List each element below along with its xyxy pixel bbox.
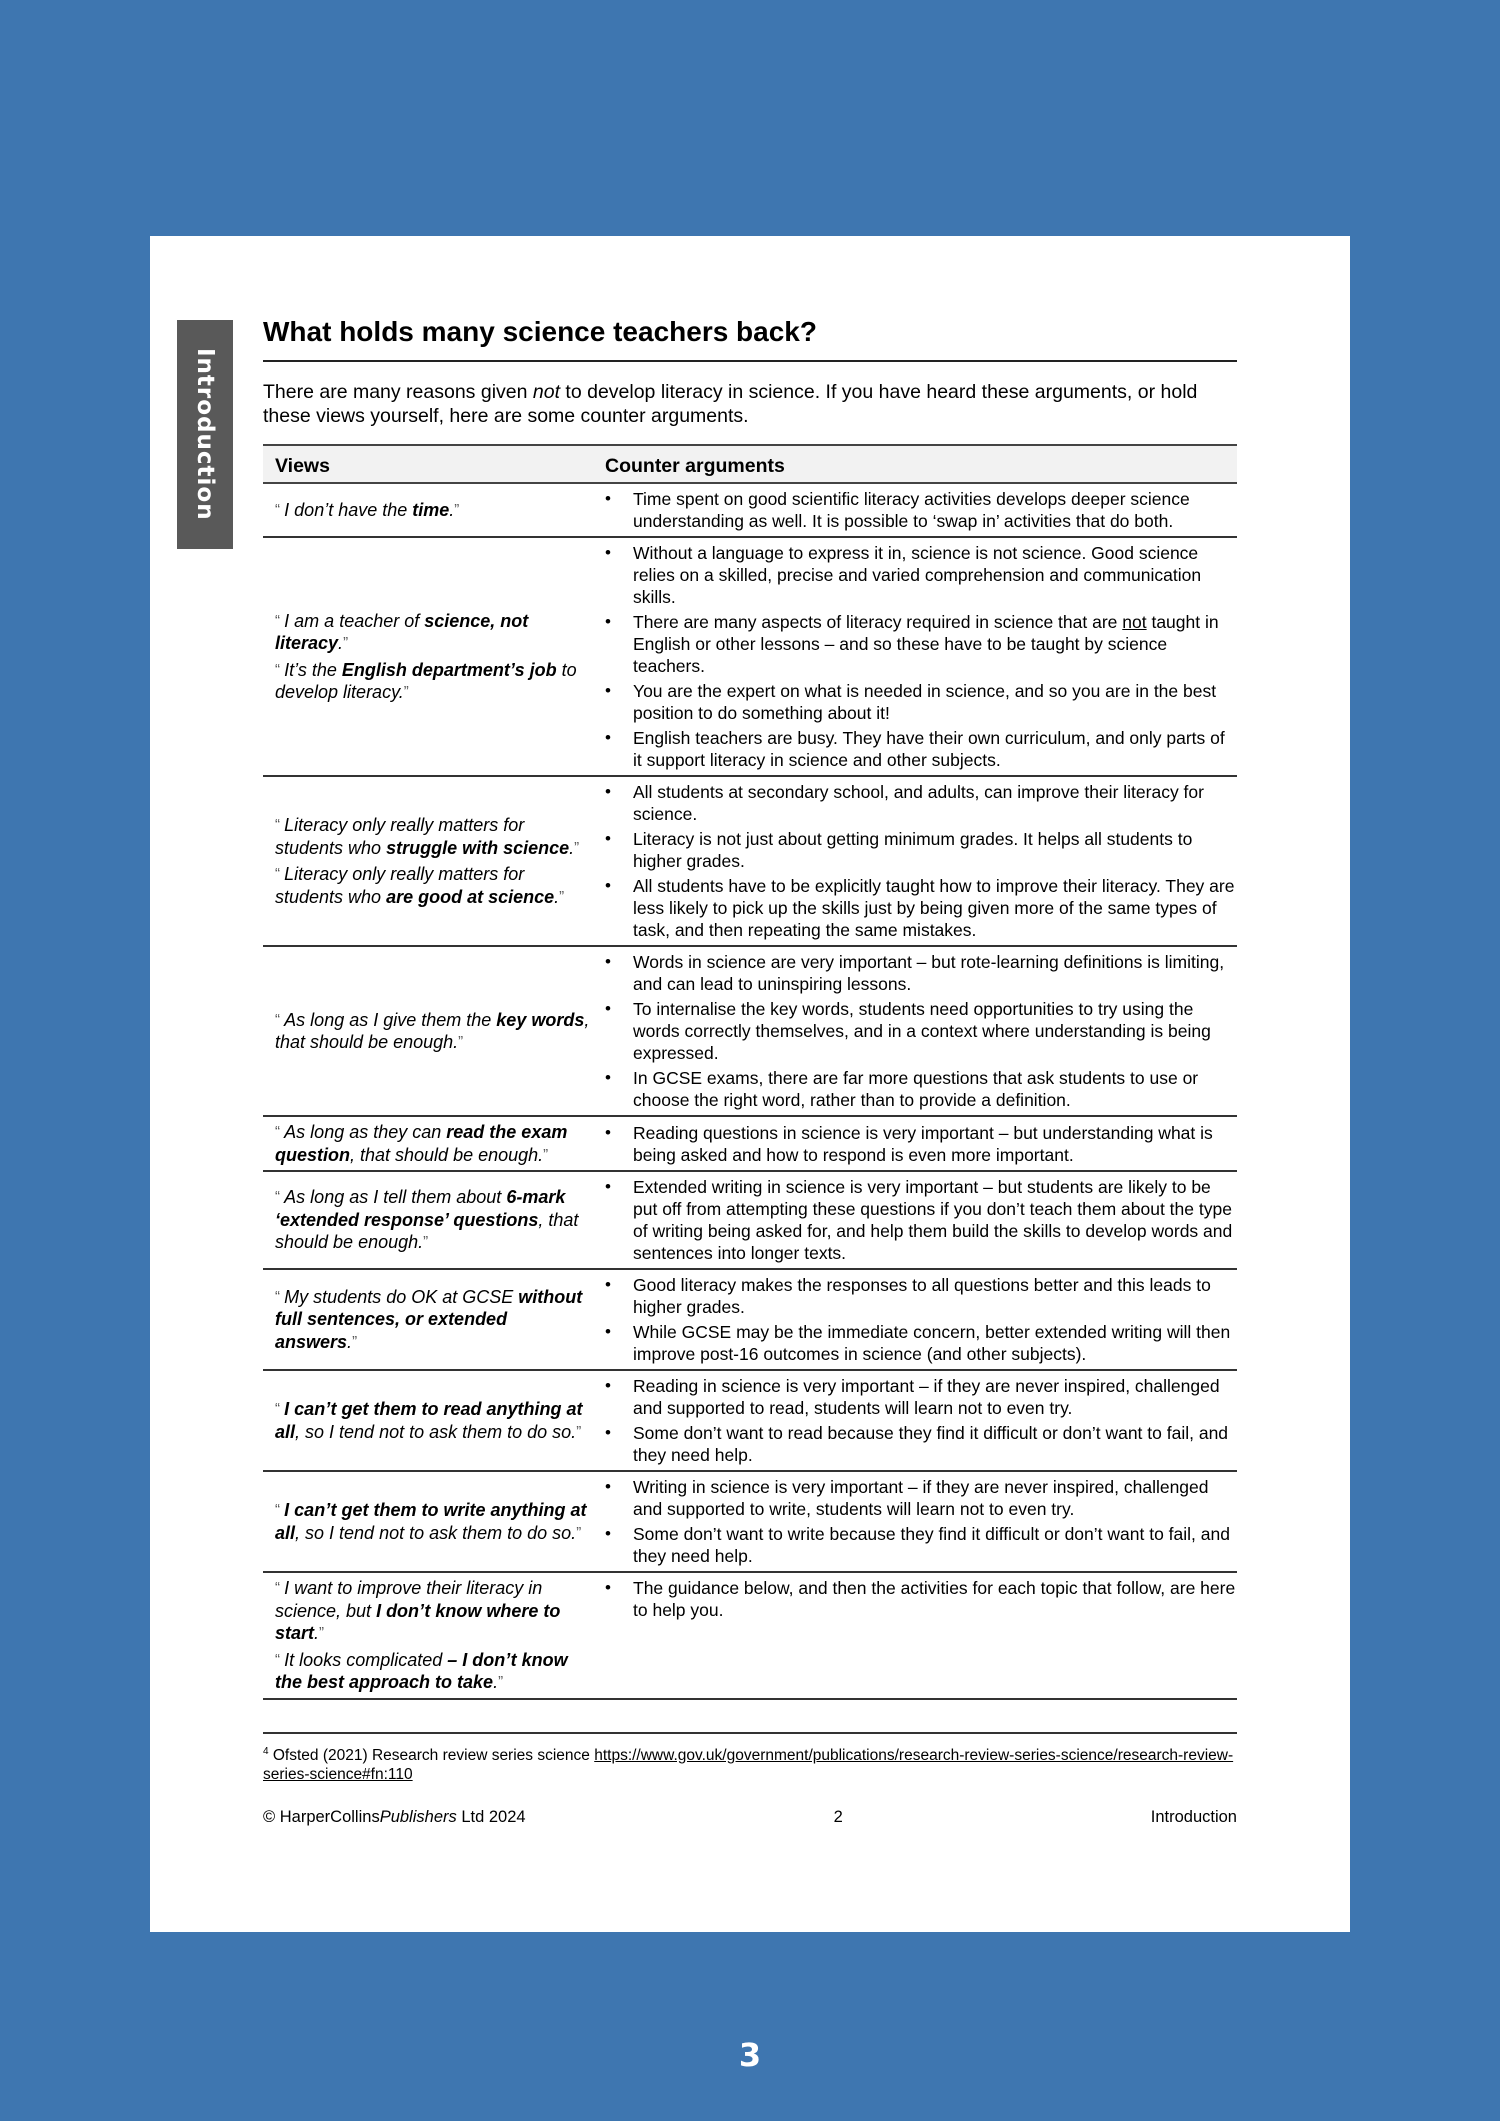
view-cell (263, 1572, 593, 1699)
bullet-icon: • (605, 1578, 611, 1597)
text-run: , so I tend not to ask them to do so. (295, 1421, 577, 1442)
text-run: To internalise the key words, students need opportunities to try using the words correctly themselves, and in a context where understanding is being expressed. (633, 999, 1211, 1063)
text-run: In GCSE exams, there are far more questions that ask students to use or choose the right word, rather than to provide a definition. (633, 1068, 1199, 1110)
counter-list (605, 542, 1237, 771)
view-quote (275, 1398, 593, 1443)
counter-cell (593, 1471, 1237, 1572)
counter-cell (593, 946, 1237, 1116)
table-row (263, 483, 1237, 537)
counter-list (605, 781, 1237, 941)
bold-text: I can’t get them to read anything at all (275, 1399, 583, 1442)
view-quote (275, 863, 593, 908)
view-cell (263, 946, 593, 1116)
counter-list (605, 1577, 1237, 1621)
view-cell (263, 1116, 593, 1171)
table-row (263, 1471, 1237, 1572)
counter-cell (593, 776, 1237, 946)
arguments-table (263, 444, 1237, 1700)
table-row (263, 1572, 1237, 1699)
footer-page-number: 2 (833, 1807, 843, 1826)
text-run: As long as they can (284, 1122, 447, 1142)
counter-cell (593, 537, 1237, 776)
counter-argument (605, 488, 1237, 532)
counter-argument (605, 1375, 1237, 1419)
bullet-icon: • (605, 681, 611, 700)
bullet-icon: • (605, 1477, 611, 1496)
table-row (263, 776, 1237, 946)
section-side-tab (177, 320, 233, 549)
copyright-prefix: © HarperCollins (263, 1807, 380, 1826)
close-quote-mark: ” (458, 1033, 464, 1050)
counter-argument (605, 875, 1237, 941)
page-number: 3 (738, 2036, 762, 2074)
counter-cell (593, 1116, 1237, 1171)
counter-list (605, 1476, 1237, 1567)
bullet-icon: • (605, 543, 611, 562)
counter-argument (605, 828, 1237, 872)
intro-text-start: There are many reasons given (263, 381, 533, 403)
counter-list (605, 1122, 1237, 1166)
text-run: As long as I give them the (284, 1009, 497, 1030)
text-run: taught in English or other lessons – and so these have to be taught by science teachers. (633, 612, 1219, 676)
bullet-icon: • (605, 782, 611, 801)
text-run: Reading in science is very important – if they are never inspired, challenged and supported to read, students will learn not to even try. (633, 1376, 1220, 1418)
counter-argument (605, 1422, 1237, 1466)
footnote-number: 4 (263, 1745, 269, 1757)
bold-text: read the exam question (275, 1122, 568, 1165)
view-cell (263, 483, 593, 537)
bullet-icon: • (605, 1322, 611, 1341)
footnote-link[interactable]: https://www.gov.uk/government/publications/research-review-series-science/research-review-series-science#fn:110 (263, 1746, 1234, 1783)
text-run: My students do OK at GCSE (284, 1286, 519, 1307)
copyright-suffix: Ltd 2024 (456, 1807, 526, 1826)
page-footer (263, 1808, 1237, 1827)
text-run: . (493, 1672, 499, 1692)
view-cell (263, 776, 593, 946)
open-quote-mark: “ (275, 1579, 285, 1596)
text-run: . (347, 1331, 353, 1352)
bold-text: English department’s job (341, 659, 557, 680)
counter-argument (605, 727, 1237, 771)
table-row (263, 1116, 1237, 1171)
bold-text: are good at science (386, 886, 555, 907)
text-run: Writing in science is very important – if they are never inspired, challenged and supported to write, students will learn not to even try. (633, 1477, 1209, 1519)
view-quote (275, 1577, 593, 1645)
page-heading: What holds many science teachers back? (263, 316, 1237, 362)
close-quote-mark: ” (576, 1422, 582, 1440)
close-quote-mark: ” (576, 1523, 582, 1541)
table-row (263, 1269, 1237, 1370)
copyright (263, 1808, 526, 1827)
close-quote-mark: ” (543, 1145, 549, 1163)
close-quote-mark: ” (343, 634, 349, 651)
counter-cell (593, 1572, 1237, 1699)
text-run: , that should be enough. (275, 1209, 579, 1253)
text-run: Literacy is not just about getting minimum grades. It helps all students to higher grades. (633, 829, 1193, 871)
text-run: There are many aspects of literacy required in science that are (633, 612, 1123, 632)
counter-list (605, 488, 1237, 532)
counter-argument (605, 1321, 1237, 1365)
view-quote (275, 1186, 593, 1254)
bullet-icon: • (605, 1275, 611, 1294)
counter-cell (593, 1370, 1237, 1471)
text-run: Some don’t want to read because they find it difficult or don’t want to fail, and they need help. (633, 1423, 1229, 1465)
text-run: All students have to be explicitly taught how to improve their literacy. They are less likely to pick up the skills just by being given more of the same types of task, and then repeating the same mistakes. (633, 876, 1235, 940)
counter-list (605, 1176, 1237, 1264)
open-quote-mark: “ (275, 816, 285, 833)
counter-cell (593, 1171, 1237, 1269)
bullet-icon: • (605, 612, 611, 631)
text-run: , that should be enough. (350, 1144, 544, 1165)
footnote (263, 1732, 1237, 1784)
close-quote-mark: ” (454, 500, 460, 518)
text-run: Some don’t want to write because they find it difficult or don’t want to fail, and they need help. (633, 1524, 1230, 1566)
close-quote-mark: ” (559, 887, 565, 905)
text-run: Time spent on good scientific literacy activities develops deeper science understanding as well. It is possible to ‘swap in’ activities that do both. (633, 489, 1190, 531)
open-quote-mark: “ (275, 500, 285, 518)
open-quote-mark: “ (275, 1010, 285, 1028)
view-cell (263, 1370, 593, 1471)
counter-argument (605, 1577, 1237, 1621)
bold-text: – I don’t know the best approach to take (275, 1649, 568, 1692)
text-run: You are the expert on what is needed in science, and so you are in the best position to do something about it! (633, 681, 1217, 723)
document-page (150, 236, 1350, 1932)
open-quote-mark: “ (275, 1188, 285, 1206)
open-quote-mark: “ (275, 1287, 285, 1305)
text-run: It’s the (284, 659, 342, 680)
bold-text: time (412, 499, 450, 520)
close-quote-mark: ” (423, 1233, 429, 1251)
table-row (263, 946, 1237, 1116)
bold-text: science, not literacy (275, 610, 529, 653)
text-run: , that should be enough. (275, 1009, 590, 1052)
counter-argument (605, 1476, 1237, 1520)
text-run: . (314, 1623, 320, 1643)
text-run: Extended writing in science is very important – but students are likely to be put off from attempting these questions if you don’t teach them about the type of writing being asked for, and help them build the skills to develop words and sentences into longer texts. (633, 1177, 1233, 1263)
counter-list (605, 1274, 1237, 1365)
open-quote-mark: “ (275, 1400, 285, 1417)
text-run: to develop literacy. (275, 659, 577, 702)
footnote-text: Ofsted (2021) Research review series science (272, 1746, 595, 1764)
close-quote-mark: ” (403, 683, 409, 700)
counter-argument (605, 1067, 1237, 1111)
bold-text: struggle with science (386, 837, 570, 858)
text-run: Literacy only really matters for students who (275, 815, 525, 858)
footer-section: Introduction (1150, 1807, 1237, 1826)
counter-argument (605, 1122, 1237, 1166)
view-quote (275, 1499, 593, 1544)
open-quote-mark: “ (275, 1501, 285, 1518)
bullet-icon: • (605, 1376, 611, 1395)
intro-emphasis: not (532, 381, 560, 403)
text-run: I don’t have the (284, 499, 413, 520)
open-quote-mark: “ (275, 1650, 285, 1668)
text-run: While GCSE may be the immediate concern, better extended writing will then improve post-16 outcomes in science (and other subjects). (633, 1322, 1231, 1364)
bullet-icon: • (605, 829, 611, 848)
text-run: not (1122, 612, 1147, 632)
text-run: . (338, 633, 344, 653)
close-quote-mark: ” (574, 838, 580, 856)
view-quote (275, 1121, 593, 1166)
text-run: . (569, 837, 575, 858)
open-quote-mark: “ (275, 1123, 285, 1140)
counter-cell (593, 483, 1237, 537)
bullet-icon: • (605, 489, 611, 508)
table-row (263, 537, 1237, 776)
text-run: . (449, 499, 455, 520)
close-quote-mark: ” (319, 1624, 325, 1641)
text-run: All students at secondary school, and adults, can improve their literacy for science. (633, 782, 1204, 824)
bullet-icon: • (605, 1524, 611, 1543)
view-quote (275, 659, 593, 704)
text-run: Good literacy makes the responses to all questions better and this leads to higher grades. (633, 1275, 1211, 1317)
counter-argument (605, 998, 1237, 1064)
text-run: . (554, 886, 560, 907)
page-content (263, 316, 1237, 1827)
open-quote-mark: “ (275, 611, 285, 629)
bold-text: I don’t know where to start (275, 1600, 561, 1643)
text-run: It looks complicated (284, 1649, 448, 1670)
copyright-italic: Publishers (379, 1807, 457, 1826)
bullet-icon: • (605, 999, 611, 1018)
text-run: Without a language to express it in, science is not science. Good science relies on a skilled, precise and varied comprehension and communication skills. (633, 543, 1202, 607)
intro-paragraph (263, 380, 1237, 428)
bullet-icon: • (605, 1177, 611, 1196)
text-run: Literacy only really matters for students who (275, 864, 525, 907)
view-cell (263, 1171, 593, 1269)
view-quote (275, 1649, 593, 1694)
text-run: As long as I tell them about (284, 1187, 507, 1208)
table-row (263, 1171, 1237, 1269)
view-cell (263, 1471, 593, 1572)
text-run: Words in science are very important – but rote-learning definitions is limiting, and can lead to uninspiring lessons. (633, 952, 1225, 994)
text-run: , so I tend not to ask them to do so. (295, 1522, 577, 1543)
bold-text: without full sentences, or extended answers (275, 1286, 583, 1352)
intro-text-end: to develop literacy in science. If you have heard these arguments, or hold these views yourself, here are some counter arguments. (263, 381, 1198, 427)
open-quote-mark: “ (275, 660, 285, 678)
counter-list (605, 951, 1237, 1111)
text-run: I am a teacher of (284, 610, 425, 631)
counter-argument (605, 680, 1237, 724)
bold-text: I can’t get them to write anything at all (275, 1500, 587, 1543)
text-run: Reading questions in science is very important – but understanding what is being asked and how to respond is even more important. (633, 1122, 1213, 1165)
table-body (263, 483, 1237, 1699)
view-quote (275, 1286, 593, 1354)
open-quote-mark: “ (275, 865, 285, 882)
counter-argument (605, 611, 1237, 677)
bold-text: key words (496, 1009, 585, 1030)
view-quote (275, 1009, 593, 1054)
counter-arguments-header: Counter arguments (593, 445, 1237, 483)
bullet-icon: • (605, 952, 611, 971)
view-cell (263, 1269, 593, 1370)
counter-argument (605, 781, 1237, 825)
counter-argument (605, 1523, 1237, 1567)
bullet-icon: • (605, 1068, 611, 1087)
text-run: The guidance below, and then the activities for each topic that follow, are here to help you. (633, 1578, 1236, 1620)
close-quote-mark: ” (498, 1673, 504, 1690)
bullet-icon: • (605, 1122, 611, 1142)
counter-argument (605, 542, 1237, 608)
bold-text: 6-mark ‘extended response’ questions (275, 1187, 566, 1230)
views-header: Views (263, 445, 593, 483)
counter-list (605, 1375, 1237, 1466)
table-row (263, 1370, 1237, 1471)
view-cell (263, 537, 593, 776)
side-tab-label: Introduction (192, 348, 218, 521)
counter-cell (593, 1269, 1237, 1370)
view-quote (275, 499, 593, 522)
bullet-icon: • (605, 876, 611, 895)
text-run: I want to improve their literacy in science, but (275, 1578, 543, 1621)
counter-argument (605, 1176, 1237, 1264)
counter-argument (605, 1274, 1237, 1318)
counter-argument (605, 951, 1237, 995)
bullet-icon: • (605, 728, 611, 747)
view-quote (275, 814, 593, 859)
text-run: English teachers are busy. They have their own curriculum, and only parts of it support literacy in science and other subjects. (633, 728, 1225, 770)
close-quote-mark: ” (352, 1332, 358, 1350)
bullet-icon: • (605, 1423, 611, 1442)
table-header-row (263, 445, 1237, 483)
view-quote (275, 610, 593, 655)
